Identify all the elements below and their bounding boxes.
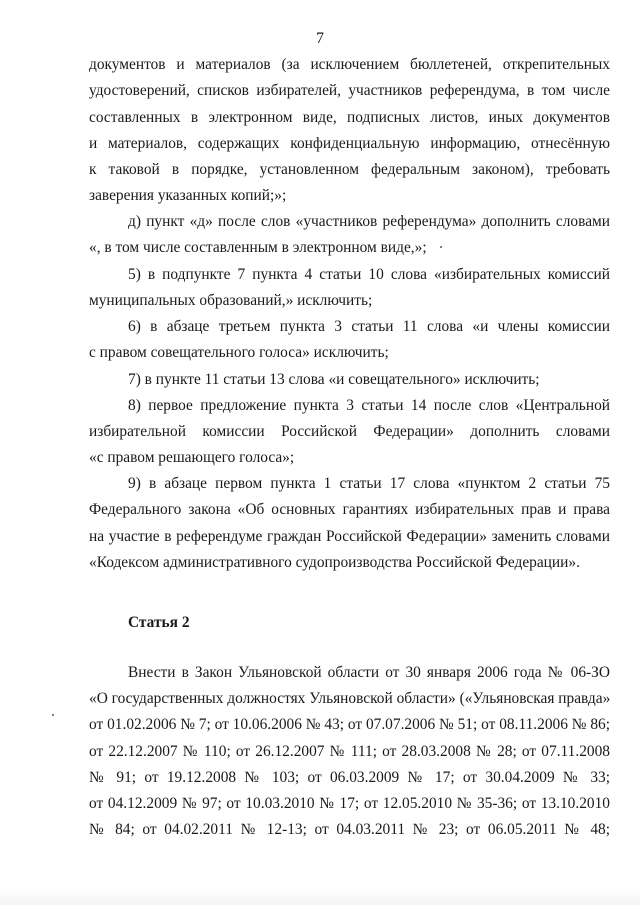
text-line: к таковой в порядке, установленном федеральным законом), требовать [89,161,610,178]
text-line: заверения указанных копий;»; [89,187,287,204]
text-line: 7) в пункте 11 статьи 13 слова «и совещательного» исключить; [128,371,540,388]
text-line: № 91; от 19.12.2008 № 103; от 06.03.2009 № 17; от 30.04.2009 № 33; [89,769,610,786]
text-line: «с правом решающего голоса»; [89,449,295,466]
text-line: от 04.12.2009 № 97; от 10.03.2010 № 17; от 12.05.2010 № 35-36; от 13.10.2010 [89,795,610,812]
text-line: 9) в абзаце первом пункта 1 статьи 17 слова «пунктом 2 статьи 75 [128,475,610,492]
text-line: д) пункт «д» после слов «участников референдума» дополнить словами [128,213,610,230]
text-line: избирательной комиссии Российской Федерации» дополнить словами [89,423,610,440]
scan-speck [52,714,54,716]
text-line: Внести в Закон Ульяновской области от 30 января 2006 года № 06-ЗО [128,664,610,681]
text-line: 5) в подпункте 7 пункта 4 статьи 10 слова «избирательных комиссий [128,266,610,283]
text-line: документов и материалов (за исключением бюллетеней, открепительных [89,56,610,73]
text-line: 6) в абзаце третьем пункта 3 статьи 11 слова «и члены комиссии [128,318,610,335]
text-line: Федерального закона «Об основных гарантиях избирательных прав и права [89,501,610,518]
text-line: муниципальных образований,» исключить; [89,292,373,309]
scan-bottom-edge [0,888,640,905]
text-line: от 22.12.2007 № 110; от 26.12.2007 № 111; от 28.03.2008 № 28; от 07.11.2008 [89,743,610,760]
article-heading: Статья 2 [128,614,190,631]
text-line: 8) первое предложение пункта 3 статьи 14 после слов «Центральной [128,397,610,414]
text-line: на участие в референдуме граждан Российской Федерации» заменить словами [89,528,610,545]
text-line: «Кодексом административного судопроизводства Российской Федерации». [89,554,580,571]
text-line: от 01.02.2006 № 7; от 10.06.2006 № 43; от 07.07.2006 № 51; от 08.11.2006 № 86; [89,716,610,733]
text-line: «О государственных должностях Ульяновской области» («Ульяновская правда» [89,690,611,707]
scan-speck [440,246,442,248]
text-line: «, в том числе составленным в электронном виде,»; [89,239,427,256]
text-line: удостоверений, списков избирателей, участников референдума, в том числе [89,82,610,99]
text-line: и материалов, содержащих конфиденциальную информацию, отнесённую [89,135,610,152]
text-line: с правом совещательного голоса» исключить; [89,344,389,361]
text-line: № 84; от 04.02.2011 № 12-13; от 04.03.2011 № 23; от 06.05.2011 № 48; [89,821,610,838]
page-number: 7 [316,30,324,47]
text-line: составленных в электронном виде, подписных листов, иных документов [89,109,610,126]
